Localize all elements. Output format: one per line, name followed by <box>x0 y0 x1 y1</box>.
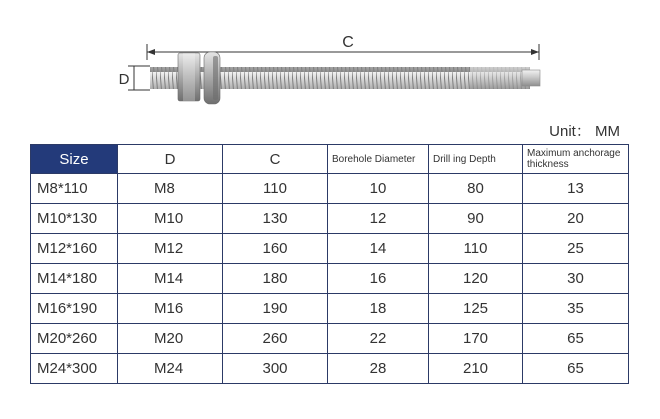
table-row <box>31 234 629 264</box>
cell-d: M8 <box>118 174 223 204</box>
cell-depth: 110 <box>429 234 523 264</box>
unit-label: Unit： MM <box>549 123 620 140</box>
cell-depth: 80 <box>429 174 523 204</box>
cell-size: M14*180 <box>31 264 118 294</box>
specification-table <box>30 144 629 384</box>
cell-size: M16*190 <box>31 294 118 324</box>
cell-borehole: 28 <box>328 354 429 384</box>
cell-size: M8*110 <box>31 174 118 204</box>
cell-c: 190 <box>223 294 328 324</box>
cell-size: M24*300 <box>31 354 118 384</box>
header-borehole-diameter: Borehole Diameter <box>328 145 429 174</box>
table-row <box>31 324 629 354</box>
cell-borehole: 22 <box>328 324 429 354</box>
cell-c: 260 <box>223 324 328 354</box>
cell-thickness: 65 <box>523 354 629 384</box>
dimension-c-label: C <box>342 34 354 51</box>
cell-borehole: 10 <box>328 174 429 204</box>
header-d: D <box>118 145 223 174</box>
cell-c: 300 <box>223 354 328 384</box>
table-row <box>31 264 629 294</box>
cell-size: M20*260 <box>31 324 118 354</box>
cell-borehole: 14 <box>328 234 429 264</box>
table-row <box>31 174 629 204</box>
cell-thickness: 20 <box>523 204 629 234</box>
cell-c: 130 <box>223 204 328 234</box>
cell-borehole: 18 <box>328 294 429 324</box>
cell-thickness: 13 <box>523 174 629 204</box>
table-header-row <box>31 145 629 174</box>
cell-d: M10 <box>118 204 223 234</box>
cell-thickness: 35 <box>523 294 629 324</box>
header-drilling-depth: Drill ing Depth <box>429 145 523 174</box>
cell-d: M24 <box>118 354 223 384</box>
cell-thickness: 25 <box>523 234 629 264</box>
cell-size: M12*160 <box>31 234 118 264</box>
cell-depth: 125 <box>429 294 523 324</box>
cell-borehole: 12 <box>328 204 429 234</box>
hex-nut <box>178 53 200 101</box>
cell-d: M12 <box>118 234 223 264</box>
table-row <box>31 294 629 324</box>
cell-depth: 90 <box>429 204 523 234</box>
header-max-anchorage-thickness: Maximum anchorage thickness <box>523 145 629 174</box>
header-c: C <box>223 145 328 174</box>
cell-borehole: 16 <box>328 264 429 294</box>
cell-d: M14 <box>118 264 223 294</box>
cell-thickness: 65 <box>523 324 629 354</box>
anchor-bolt-illustration <box>0 0 660 120</box>
dimension-d-label: D <box>118 71 130 88</box>
cell-c: 160 <box>223 234 328 264</box>
cell-c: 180 <box>223 264 328 294</box>
cell-depth: 210 <box>429 354 523 384</box>
table-row <box>31 204 629 234</box>
cell-size: M10*130 <box>31 204 118 234</box>
cell-d: M20 <box>118 324 223 354</box>
cell-depth: 170 <box>429 324 523 354</box>
cell-c: 110 <box>223 174 328 204</box>
cell-depth: 120 <box>429 264 523 294</box>
header-size: Size <box>31 145 118 174</box>
dimension-d-line <box>128 66 150 90</box>
cell-d: M16 <box>118 294 223 324</box>
washer <box>204 52 220 104</box>
table-row <box>31 354 629 384</box>
cell-thickness: 30 <box>523 264 629 294</box>
